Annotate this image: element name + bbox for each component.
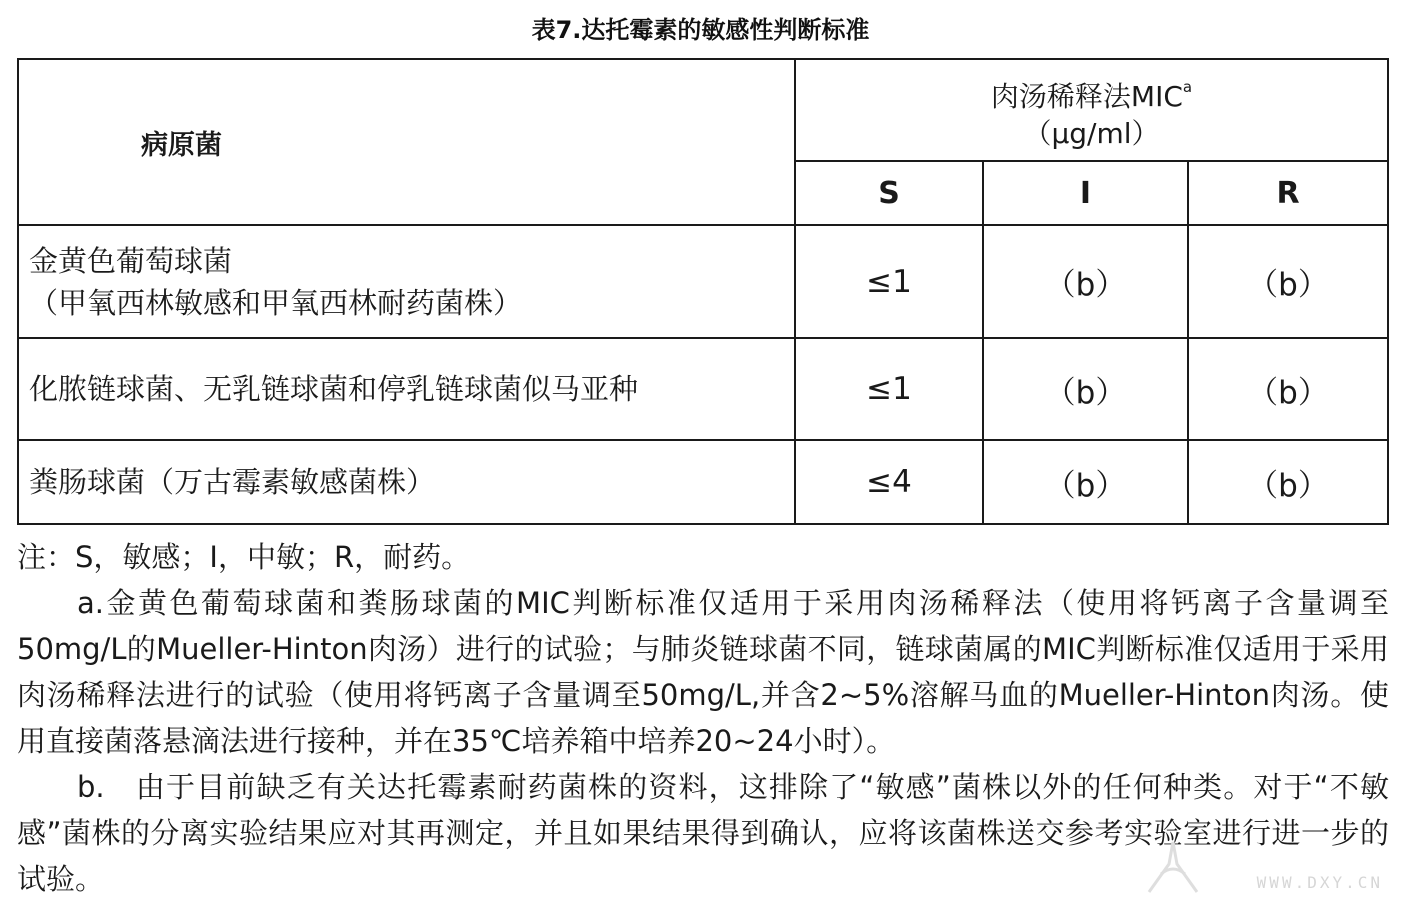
table-title: 表7.达托霉素的敏感性判断标准 — [531, 16, 870, 44]
header-mic-footnote: a — [1182, 77, 1193, 96]
pathogen-cell: 金黄色葡萄球菌 （甲氧西林敏感和甲氧西林耐药菌株） — [18, 225, 795, 338]
header-r: R — [1188, 161, 1388, 225]
s-value-cell: ≤1 — [795, 338, 983, 440]
pathogen-cell: 粪肠球菌（万古霉素敏感菌株） — [18, 440, 795, 524]
header-mic-method: 肉汤稀释法MIC — [990, 79, 1183, 113]
note-a: a.金黄色葡萄球菌和粪肠球菌的MIC判断标准仅适用于采用肉汤稀释法（使用将钙离子含量调至50mg/L的Mueller-Hinton肉汤）进行的试验；与肺炎链球菌不同，链球菌属的MIC判断标准仅适用于采用肉汤稀释法进行的试验（使用将钙离子含量调至50mg/L,并含2~5%溶解马血的Mueller-Hinton肉汤。使用直接菌落悬滴法进行接种，并在35℃培养箱中培养20~24小时）。 — [17, 586, 1389, 758]
header-mic-unit: （μg/ml） — [1023, 116, 1160, 150]
watermark-text: WWW.DXY.CN — [1256, 873, 1383, 892]
i-value-cell: （b） — [983, 225, 1188, 338]
header-s: S — [795, 161, 983, 225]
header-i: I — [983, 161, 1188, 225]
s-value-cell: ≤1 — [795, 225, 983, 338]
s-value-cell: ≤4 — [795, 440, 983, 524]
table-row — [18, 338, 1388, 440]
pathogen-cell: 化脓链球菌、无乳链球菌和停乳链球菌似马亚种 — [18, 338, 795, 440]
r-value-cell: （b） — [1188, 225, 1388, 338]
i-value-cell: （b） — [983, 338, 1188, 440]
table-row — [18, 440, 1388, 524]
watermark-logo-icon — [1141, 834, 1205, 898]
r-value-cell: （b） — [1188, 440, 1388, 524]
note-legend: 注：S，敏感；I，中敏；R，耐药。 — [17, 540, 471, 574]
i-value-cell: （b） — [983, 440, 1188, 524]
r-value-cell: （b） — [1188, 338, 1388, 440]
header-mic — [795, 59, 1388, 161]
header-pathogen: 病原菌 — [18, 59, 795, 225]
table-row — [18, 225, 1388, 338]
susceptibility-table — [17, 58, 1389, 525]
note-b: b. 由于目前缺乏有关达托霉素耐药菌株的资料，这排除了“敏感”菌株以外的任何种类。对于“不敏感”菌株的分离实验结果应对其再测定，并且如果结果得到确认，应将该菌株送交参考实验室进行进一步的试验。 — [17, 770, 1389, 896]
